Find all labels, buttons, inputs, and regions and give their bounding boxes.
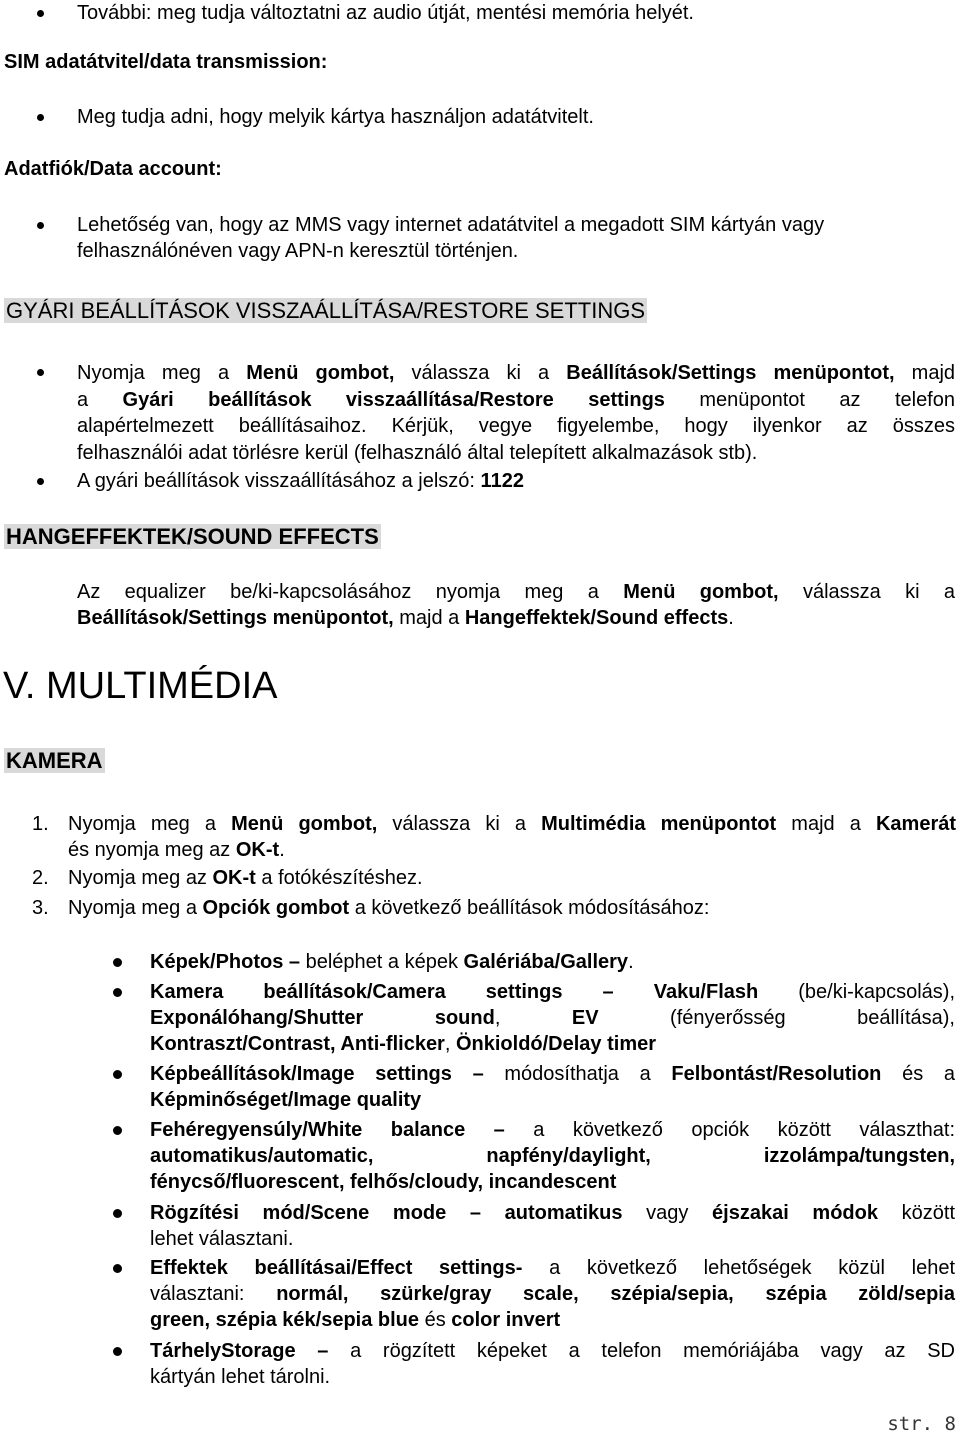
section-heading-restore: GYÁRI BEÁLLÍTÁSOK VISSZAÁLLÍTÁSA/RESTORE SETTINGS	[6, 298, 646, 323]
paragraph-line: és nyomja meg az OK-t.	[68, 839, 285, 861]
paragraph-line: fénycső/fluorescent, felhős/cloudy, incandescent	[150, 1171, 617, 1193]
bullet-icon	[37, 369, 44, 376]
bullet-icon	[113, 1264, 122, 1273]
bullet-icon	[113, 958, 122, 967]
paragraph-line: Az equalizer be/ki-kapcsolásához nyomja meg a Menü gombot, válassza ki a	[77, 581, 955, 603]
bullet-icon	[37, 478, 44, 485]
paragraph-line: felhasználónéven vagy APN-n keresztül történjen.	[77, 240, 519, 262]
bullet-icon	[113, 1209, 122, 1218]
paragraph-line: választani: normál, szürke/gray scale, szépia/sepia, szépia zöld/sepia	[150, 1283, 955, 1305]
paragraph-line: automatikus/automatic, napfény/daylight, izzolámpa/tungsten,	[150, 1145, 955, 1167]
paragraph-line: Képek/Photos – beléphet a képek Galériába/Gallery.	[150, 951, 634, 973]
step-number: 1.	[32, 813, 49, 835]
paragraph-line: Nyomja meg az OK-t a fotókészítéshez.	[68, 867, 423, 889]
paragraph-line: Nyomja meg a Opciók gombot a következő beállítások módosításához:	[68, 897, 710, 919]
bullet-icon	[113, 1347, 122, 1356]
step-number: 3.	[32, 897, 49, 919]
section-heading-account: Adatfiók/Data account:	[4, 158, 222, 180]
paragraph-line: Nyomja meg a Menü gombot, válassza ki a Beállítások/Settings menüpontot, majd	[77, 362, 956, 384]
paragraph-line: A gyári beállítások visszaállításához a jelszó: 1122	[77, 470, 524, 492]
bullet-icon	[113, 1126, 122, 1135]
section-heading-sound: HANGEFFEKTEK/SOUND EFFECTS	[6, 524, 379, 549]
page-number: str. 8	[887, 1413, 956, 1435]
paragraph-line: Effektek beállításai/Effect settings- a következő lehetőségek közül lehet	[150, 1257, 956, 1279]
paragraph-line: Fehéregyensúly/White balance – a következő opciók között választhat:	[150, 1119, 956, 1141]
paragraph: További: meg tudja változtatni az audio útját, mentési memória helyét.	[77, 2, 694, 24]
section-heading-kamera: KAMERA	[6, 748, 103, 773]
paragraph-line: Kamera beállítások/Camera settings – Vaku/Flash (be/ki-kapcsolás),	[150, 981, 955, 1003]
bullet-icon	[37, 222, 44, 229]
paragraph-line: Rögzítési mód/Scene mode – automatikus vagy éjszakai módok között	[150, 1202, 956, 1224]
paragraph-line: TárhelyStorage – a rögzített képeket a telefon memóriájába vagy az SD	[150, 1340, 955, 1362]
paragraph-line: green, szépia kék/sepia blue és color invert	[150, 1309, 561, 1331]
paragraph-line: Képbeállítások/Image settings – módosíthatja a Felbontást/Resolution és a	[150, 1063, 956, 1085]
bullet-icon	[37, 114, 44, 121]
paragraph-line: Kontraszt/Contrast, Anti-flicker, Önkioldó/Delay timer	[150, 1033, 657, 1055]
paragraph-line: kártyán lehet tárolni.	[150, 1366, 331, 1388]
paragraph-line: lehet választani.	[150, 1228, 294, 1250]
paragraph-line: Beállítások/Settings menüpontot, majd a Hangeffektek/Sound effects.	[77, 607, 734, 629]
step-number: 2.	[32, 867, 49, 889]
bullet-icon	[37, 10, 44, 17]
paragraph: Meg tudja adni, hogy melyik kártya használjon adatátvitelt.	[77, 106, 594, 128]
paragraph-line: Nyomja meg a Menü gombot, válassza ki a Multimédia menüpontot majd a Kamerát	[68, 813, 957, 835]
paragraph-line: Lehetőség van, hogy az MMS vagy internet adatátvitel a megadott SIM kártyán vagy	[77, 214, 825, 236]
paragraph-line: Exponálóhang/Shutter sound, EV (fényerősség beállítása),	[150, 1007, 955, 1029]
section-heading-sim: SIM adatátvitel/data transmission:	[4, 51, 328, 73]
paragraph-line: Képminőséget/Image quality	[150, 1089, 422, 1111]
paragraph-line: alapértelmezett beállításaihoz. Kérjük, vegye figyelembe, hogy ilyenkor az összes	[77, 415, 956, 437]
bullet-icon	[113, 988, 122, 997]
chapter-title: V. MULTIMÉDIA	[3, 665, 278, 707]
paragraph-line: a Gyári beállítások visszaállítása/Restore settings menüpontot az telefon	[77, 389, 955, 411]
paragraph-line: felhasználói adat törlésre kerül (felhasználó által telepített alkalmazások stb).	[77, 442, 758, 464]
bullet-icon	[113, 1070, 122, 1079]
